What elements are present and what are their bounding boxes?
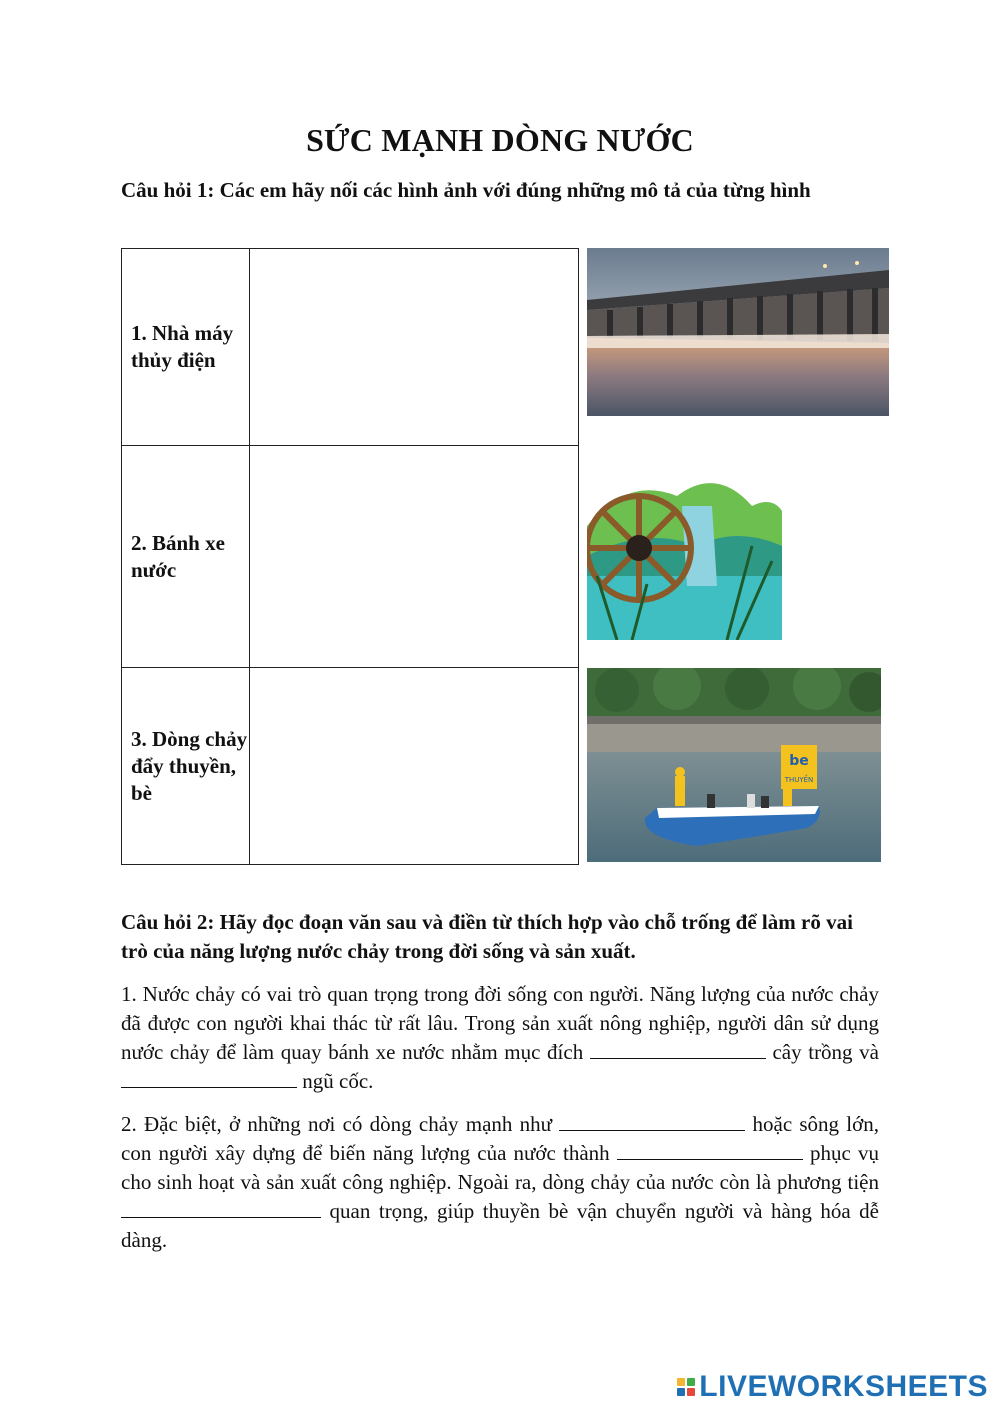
question-1: Câu hỏi 1: Các em hãy nối các hình ảnh với đúng những mô tả của từng hình	[121, 178, 811, 202]
page-title: SỨC MẠNH DÒNG NƯỚC	[306, 122, 694, 158]
boat-sign-caption: THUYỀN	[784, 776, 814, 784]
paragraph-2	[121, 1110, 879, 1255]
logo-mark-icon	[677, 1378, 695, 1396]
item-label-boat: 3. Dòng chảy đẩy thuyền, bè	[122, 668, 250, 865]
table-row	[122, 446, 579, 668]
boat-image[interactable]	[587, 668, 881, 862]
item-label-hydropower: 1. Nhà máy thủy điện	[122, 249, 250, 446]
liveworksheets-logo	[677, 1370, 988, 1404]
boat-sign-brand: be	[789, 753, 809, 769]
item-label-water-wheel: 2. Bánh xe nước	[122, 446, 250, 668]
paragraph-1-text-1: 1. Nước chảy có vai trò quan trọng trong đời sống con người. Năng lượng của nước chảy đã được con người khai thác từ rất lâu. Trong sản xuất nông nghiệp, người dân sử dụng nước chảy để làm quay bánh xe nước nhằm mục đích	[121, 982, 879, 1064]
paragraph-2-text-1: 2. Đặc biệt, ở những nơi có dòng chảy mạnh như	[121, 1112, 560, 1136]
table-row	[122, 249, 579, 446]
table-row	[122, 668, 579, 865]
blank-input-3[interactable]	[559, 1110, 745, 1131]
logo-text: LIVEWORKSHEETS	[699, 1370, 988, 1403]
paragraph-1-text-3: ngũ cốc.	[297, 1069, 374, 1093]
dam-image[interactable]	[587, 248, 889, 416]
blank-input-1[interactable]	[590, 1038, 766, 1059]
blank-input-5[interactable]	[121, 1197, 321, 1218]
drop-zone-2[interactable]	[250, 446, 579, 668]
paragraph-1	[121, 980, 879, 1096]
blank-input-2[interactable]	[121, 1067, 297, 1088]
paragraph-2-text-2: hoặc sông lớn, con người xây dựng để biến năng lượng của nước thành	[121, 1112, 879, 1165]
matching-table	[121, 248, 579, 865]
water-wheel-image[interactable]	[587, 466, 782, 640]
drop-zone-1[interactable]	[250, 249, 579, 446]
paragraph-1-text-2: cây trồng và	[765, 1040, 879, 1064]
drop-zone-3[interactable]	[250, 668, 579, 865]
paragraph-2-text-3: phục vụ cho sinh hoạt và sản xuất công nghiệp. Ngoài ra, dòng chảy của nước còn là phương tiện	[121, 1141, 879, 1194]
blank-input-4[interactable]	[617, 1139, 803, 1160]
question-2: Câu hỏi 2: Hãy đọc đoạn văn sau và điền từ thích hợp vào chỗ trống để làm rõ vai trò của năng lượng nước chảy trong đời sống và sản xuất.	[121, 910, 853, 963]
paragraph-2-text-4: quan trọng, giúp thuyền bè vận chuyển người và hàng hóa dễ dàng.	[121, 1199, 879, 1252]
